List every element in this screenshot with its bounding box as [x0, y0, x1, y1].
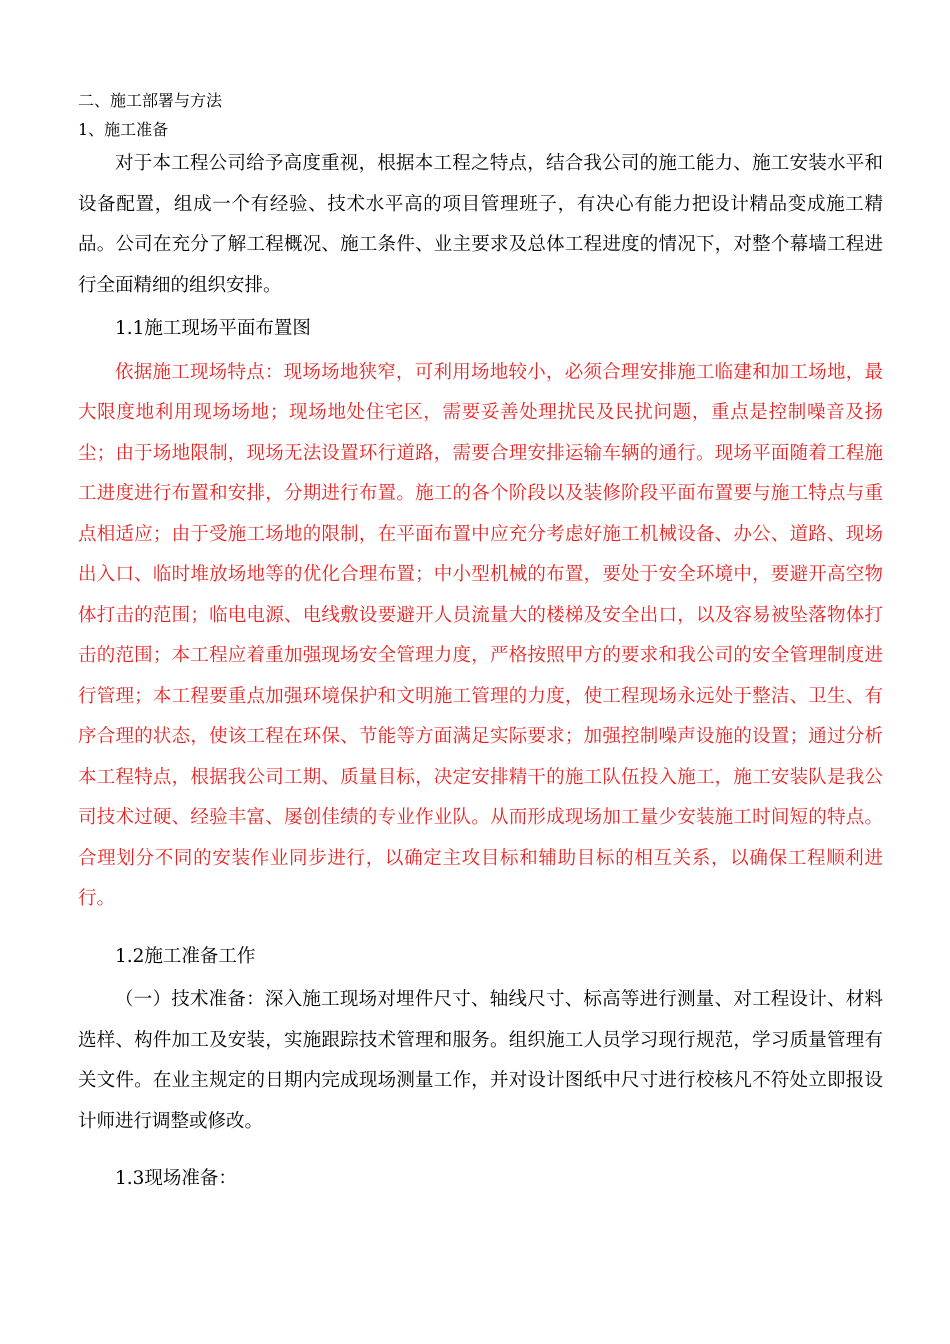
intro-paragraph: 对于本工程公司给予高度重视，根据本工程之特点，结合我公司的施工能力、施工安装水平和设备配置，组成一个有经验、技术水平高的项目管理班子，有决心有能力把设计精品变成施工精品。公司在充分了解工程概况、施工条件、业主要求及总体工程进度的情况下，对整个幕墙工程进行全面精细的组织安排。 — [78, 153, 883, 296]
heading-1-1: 1.1施工现场平面布置图 — [115, 318, 311, 339]
subsection-title: 1、施工准备 — [78, 120, 169, 139]
heading-1-2: 1.2施工准备工作 — [115, 945, 256, 967]
site-layout-paragraph: 依据施工现场特点：现场场地狭窄，可利用场地较小，必须合理安排施工临建和加工场地，最大限度地利用现场场地；现场地处住宅区，需要妥善处理扰民及民扰问题，重点是控制噪音及扬尘；由于场地限制，现场无法设置环行道路，需要合理安排运输车辆的通行。现场平面随着工程施工进度进行布置和安排，分期进行布置。施工的各个阶段以及装修阶段平面布置要与施工特点与重点相适应；由于受施工场地的限制，在平面布置中应充分考虑好施工机械设备、办公、道路、现场出入口、临时堆放场地等的优化合理布置；中小型机械的布置，要处于安全环境中，要避开高空物体打击的范围；临电电源、电线敷设要避开人员流量大的楼梯及安全出口，以及容易被坠落物体打击的范围；本工程应着重加强现场安全管理力度，严格按照甲方的要求和我公司的安全管理制度进行管理；本工程要重点加强环境保护和文明施工管理的力度，使工程现场永远处于整洁、卫生、有序合理的状态，使该工程在环保、节能等方面满足实际要求；加强控制噪声设施的设置；通过分析本工程特点，根据我公司工期、质量目标，决定安排精干的施工队伍投入施工，施工安装队是我公司技术过硬、经验丰富、屡创佳绩的专业作业队。从而形成现场加工量少安装施工时间短的特点。合理划分不同的安装作业同步进行，以确定主攻目标和辅助目标的相互关系，以确保工程顺利进行。 — [78, 361, 883, 909]
document-page — [78, 86, 883, 1200]
heading-1-3: 1.3现场准备： — [115, 1168, 237, 1189]
section-title: 二、施工部署与方法 — [78, 91, 223, 110]
tech-prep-paragraph: （一）技术准备：深入施工现场对埋件尺寸、轴线尺寸、标高等进行测量、对工程设计、材料选样、构件加工及安装，实施跟踪技术管理和服务。组织施工人员学习现行规范，学习质量管理有关文件。在业主规定的日期内完成现场测量工作，并对设计图纸中尺寸进行校核凡不符处立即报设计师进行调整或修改。 — [78, 989, 883, 1132]
